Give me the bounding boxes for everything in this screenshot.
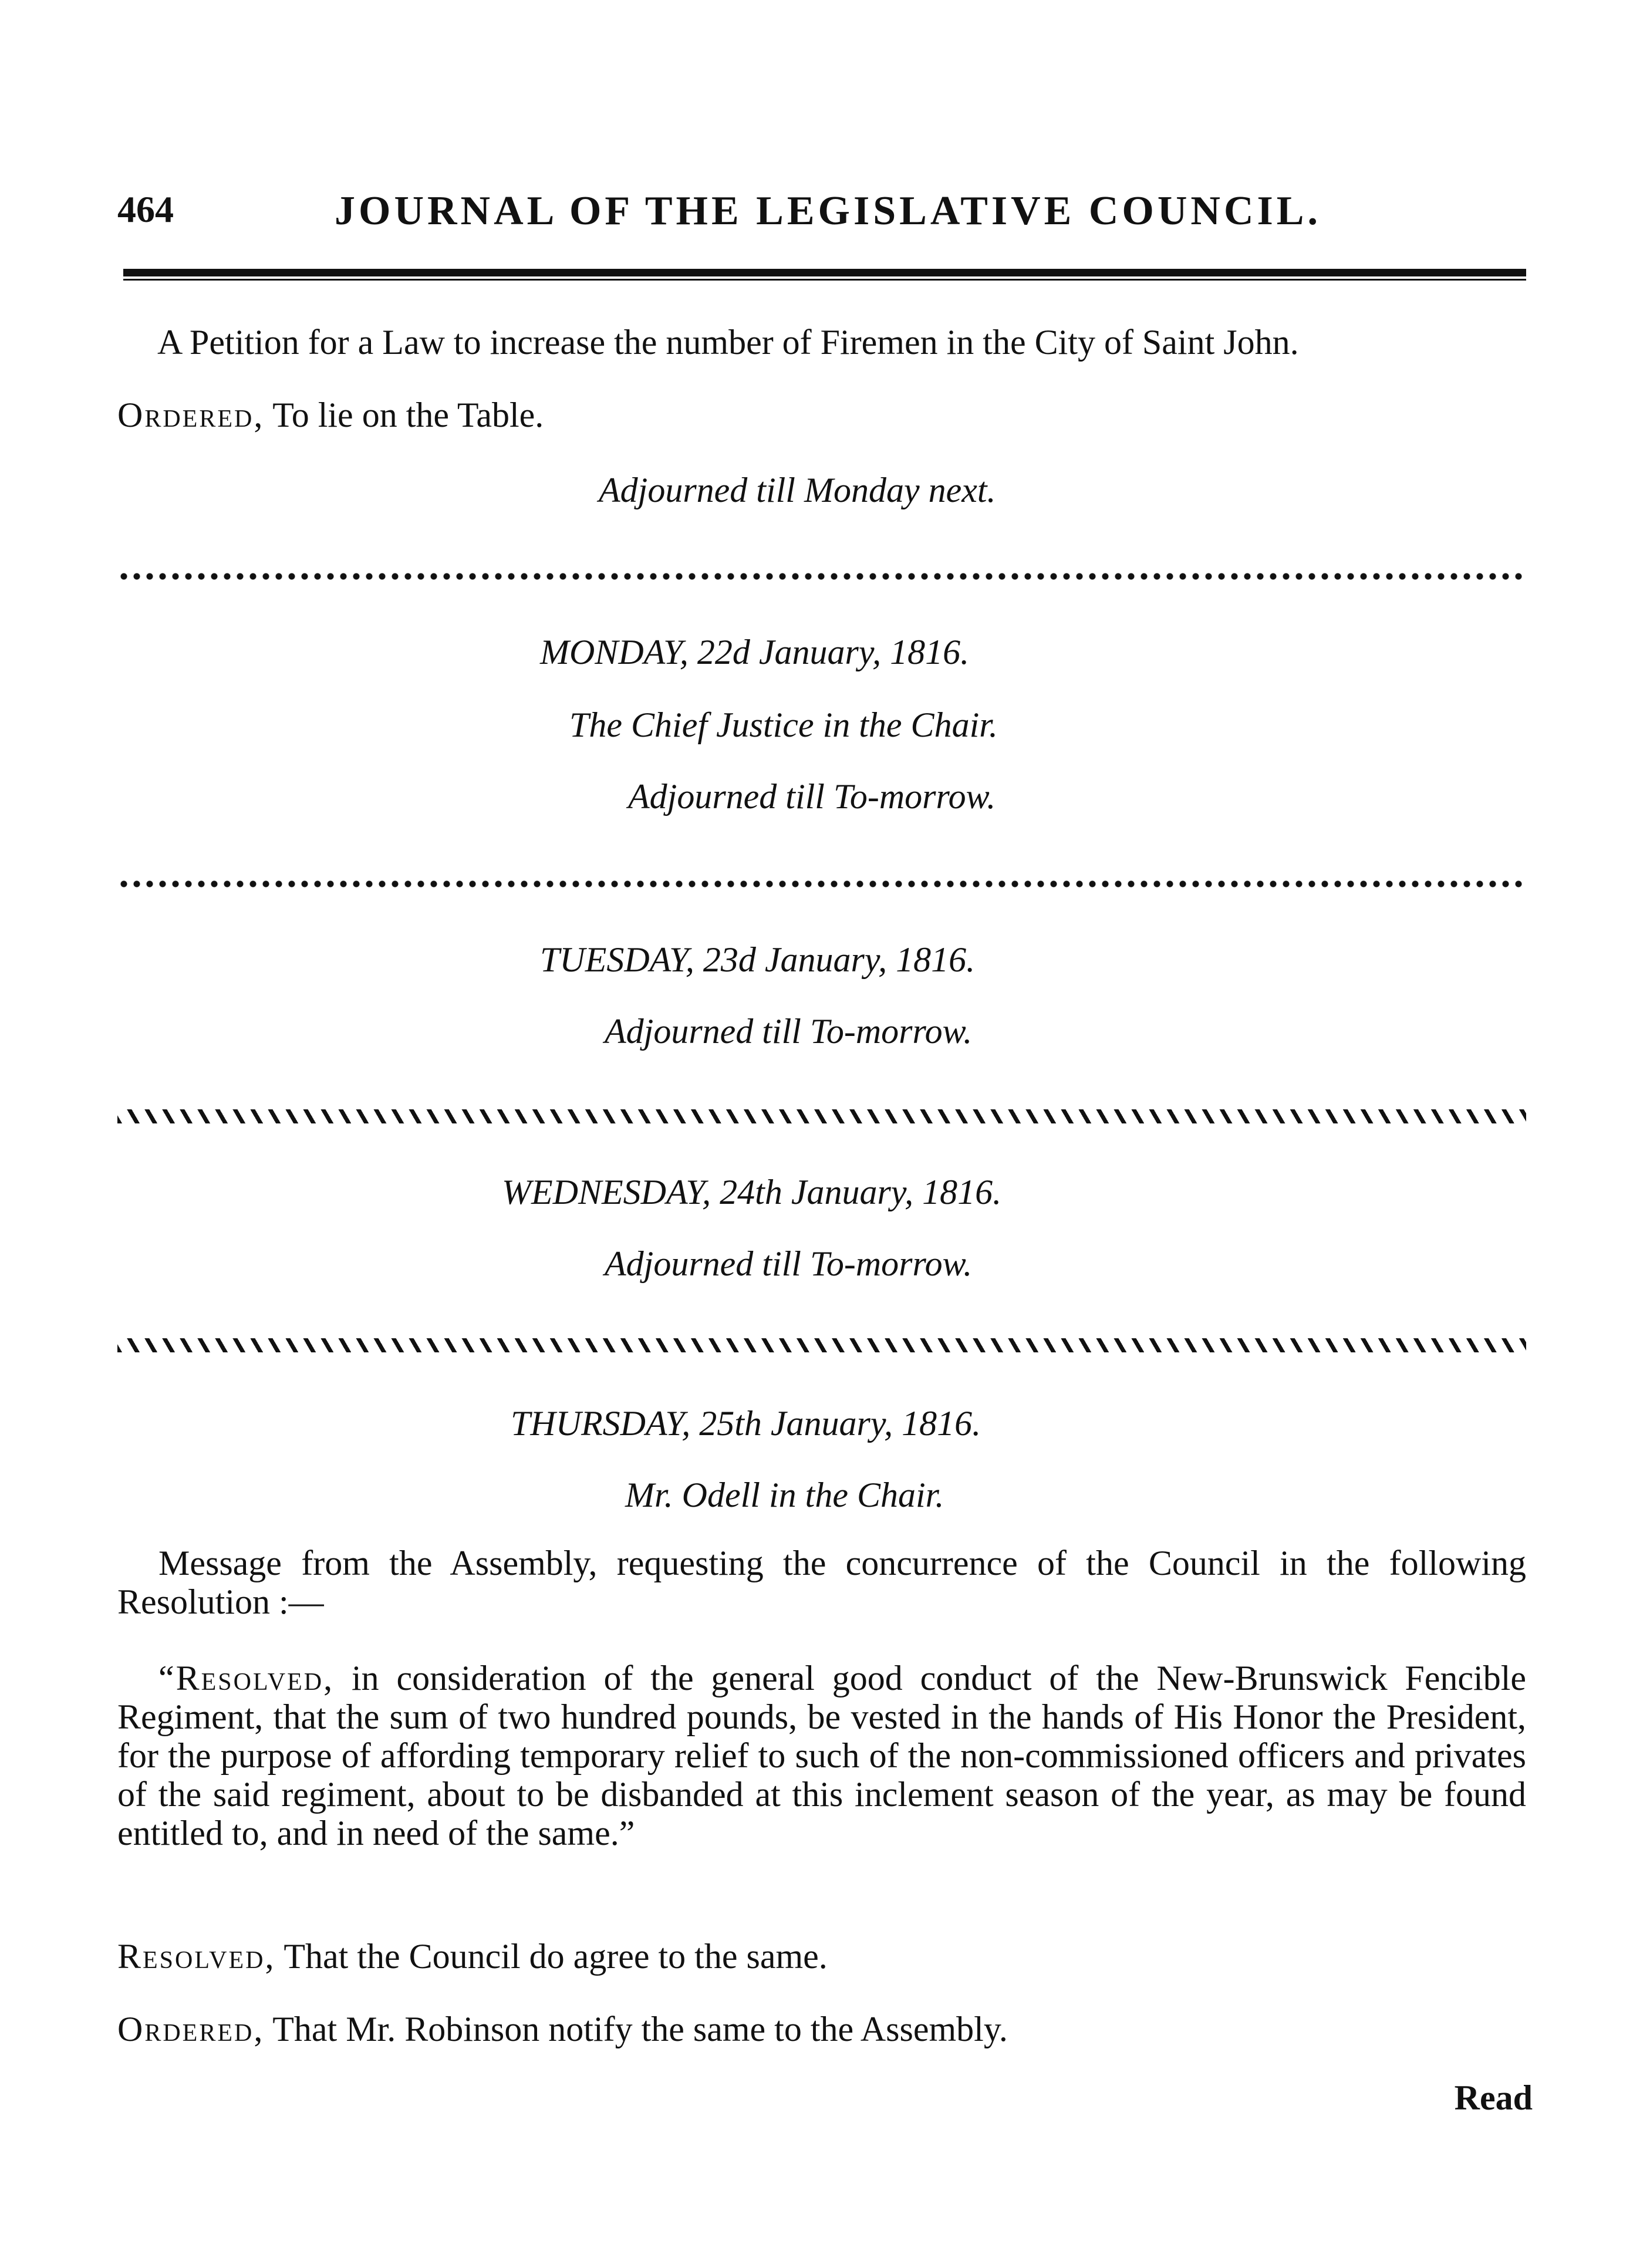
page-header <box>117 188 1526 241</box>
monday-heading: MONDAY, 22d January, 1816. <box>540 633 970 671</box>
wednesday-adjourned: Adjourned till To-morrow. <box>605 1244 973 1283</box>
resolved-text: That the Council do agree to the same. <box>275 1937 828 1976</box>
tuesday-adjourned: Adjourned till To-morrow. <box>605 1012 973 1051</box>
thursday-heading: THURSDAY, 25th January, 1816. <box>511 1404 981 1443</box>
ordered-lead: Ordered, <box>117 396 265 434</box>
tuesday-heading: TUESDAY, 23d January, 1816. <box>540 940 976 979</box>
catchword: Read <box>1454 2078 1533 2117</box>
assembly-message <box>117 1544 1526 1621</box>
council-ordered <box>117 2009 1008 2050</box>
assembly-message-text: Message from the Assembly, requesting the concurrence of the Council in the following Resolution :— <box>117 1544 1526 1621</box>
running-title: JOURNAL OF THE LEGISLATIVE COUNCIL. <box>335 188 1321 234</box>
council-resolved <box>117 1936 828 1977</box>
dotted-divider-1 <box>117 572 1526 581</box>
header-rule <box>123 269 1526 282</box>
monday-adjourned: Adjourned till To-morrow. <box>628 777 996 816</box>
adjourned-monday-next: Adjourned till Monday next. <box>599 471 996 509</box>
header-rule-thick <box>123 269 1526 276</box>
wavy-divider-2 <box>117 1338 1526 1352</box>
monday-chair: The Chief Justice in the Chair. <box>569 706 998 744</box>
ordered-lead: Ordered, <box>117 2010 265 2048</box>
ordered-lie-on-table <box>117 394 544 436</box>
wavy-divider-1 <box>117 1109 1526 1123</box>
ordered-text: To lie on the Table. <box>264 396 544 434</box>
ordered-text: That Mr. Robinson notify the same to the Assembly. <box>264 2010 1008 2048</box>
resolved-lead: Resolved, <box>117 1937 276 1976</box>
resolution-text: in consideration of the general good conduct of the New-Brunswick Fencible Regiment, that the sum of two hundred pounds, be vested in the hands of His Honor the President, for the purpose of affording temporary relief to such of the non-commissioned officers and privates of the said regiment, about to be disbanded at this inclement season of the year, as may be found entitled to, and in need of the same.” <box>117 1659 1526 1852</box>
header-rule-thin <box>123 279 1526 281</box>
page-number: 464 <box>117 188 174 230</box>
resolution-paragraph <box>117 1659 1526 1852</box>
petition-text: A Petition for a Law to increase the number of Firemen in the City of Saint John. <box>157 323 1299 362</box>
wednesday-heading: WEDNESDAY, 24th January, 1816. <box>502 1173 1002 1211</box>
dotted-divider-2 <box>117 879 1526 889</box>
thursday-chair: Mr. Odell in the Chair. <box>625 1476 944 1514</box>
resolution-lead: “Resolved, <box>158 1659 335 1697</box>
